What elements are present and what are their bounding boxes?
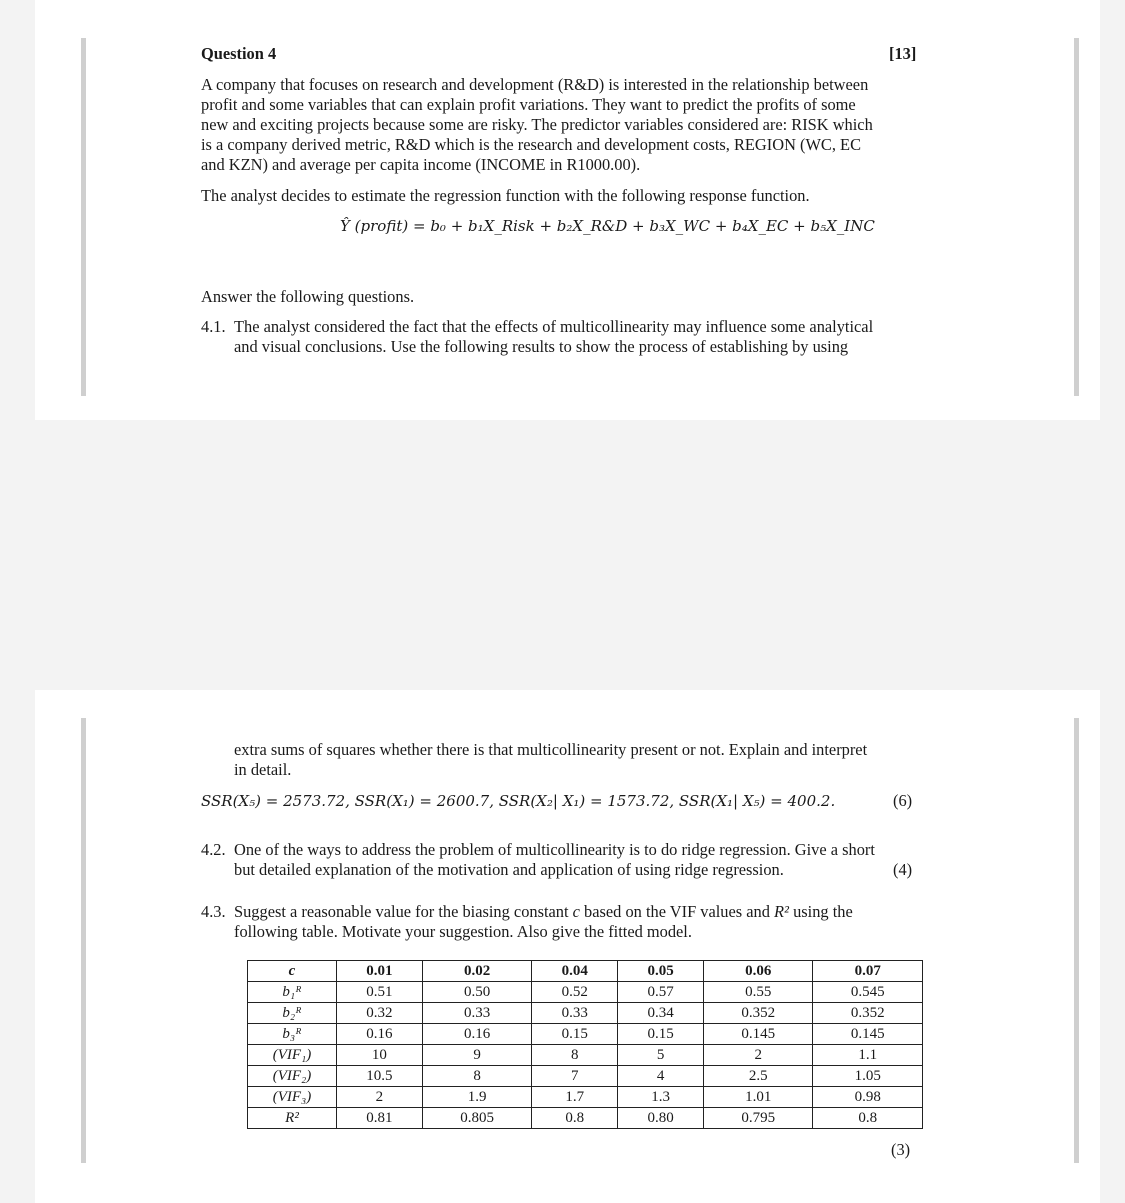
table-cell: 0.33 (532, 1003, 618, 1024)
table-cell: 0.05 (618, 961, 704, 982)
table-cell: 0.33 (422, 1003, 531, 1024)
q43-text: based on the VIF values and (584, 902, 770, 921)
intro-line: new and exciting projects because some are risky. The predictor variables considered are: RISK which (201, 115, 873, 134)
table-cell: 9 (422, 1045, 531, 1066)
table-cell: 0.352 (704, 1003, 813, 1024)
table-row (248, 1003, 923, 1024)
table-cell: 0.02 (422, 961, 531, 982)
table-cell: b₃ᴿ (248, 1024, 337, 1045)
page-2 (35, 690, 1100, 1203)
table-cell: 0.01 (337, 961, 423, 982)
table-cell: 0.07 (813, 961, 923, 982)
question-title: Question 4 (201, 44, 277, 63)
q41-line: extra sums of squares whether there is that multicollinearity present or not. Explain and interpret (234, 740, 868, 759)
question-marks: [13] (889, 44, 917, 63)
table-cell: 8 (532, 1045, 618, 1066)
table-cell: 1.3 (618, 1087, 704, 1108)
intro-line: is a company derived metric, R&D which is the research and development costs, REGION (WC, EC (201, 135, 862, 154)
table-cell: 0.55 (704, 982, 813, 1003)
table-row (248, 1066, 923, 1087)
q42-line: One of the ways to address the problem of multicollinearity is to do ridge regression. Give a short (234, 840, 875, 859)
page-edge-right (1074, 718, 1079, 1163)
table-cell: 0.50 (422, 982, 531, 1003)
table-cell: 5 (618, 1045, 704, 1066)
table-cell: 2 (704, 1045, 813, 1066)
table-cell: (VIF₁) (248, 1045, 337, 1066)
table-cell: 0.51 (337, 982, 423, 1003)
response-formula: Ŷ (profit) = b₀ + b₁X_Risk + b₂X_R&D + b₃X_WC + b₄X_EC + b₅X_INC (340, 217, 875, 235)
table-cell: 1.1 (813, 1045, 923, 1066)
ridge-table (247, 960, 923, 1129)
table-cell: 1.01 (704, 1087, 813, 1108)
page-edge-left (81, 38, 86, 396)
q43-line: following table. Motivate your suggestion. Also give the fitted model. (234, 922, 692, 941)
q43-number: 4.3. (201, 902, 226, 921)
table-cell: 0.52 (532, 982, 618, 1003)
q42-marks: (4) (893, 860, 913, 879)
table-cell: (VIF₃) (248, 1087, 337, 1108)
q42-number: 4.2. (201, 840, 226, 859)
q41-line: in detail. (234, 760, 292, 779)
page-edge-right (1074, 38, 1079, 396)
q41-marks: (6) (893, 791, 913, 810)
table-cell: 0.16 (337, 1024, 423, 1045)
q41-line: The analyst considered the fact that the effects of multicollinearity may influence some analytical (234, 317, 874, 336)
table-cell: 2 (337, 1087, 423, 1108)
table-cell: 1.9 (422, 1087, 531, 1108)
table-cell: 0.98 (813, 1087, 923, 1108)
table-cell: 0.06 (704, 961, 813, 982)
table-cell: 0.80 (618, 1108, 704, 1129)
table-row (248, 1045, 923, 1066)
table-cell: 10 (337, 1045, 423, 1066)
page-edge-left (81, 718, 86, 1163)
intro-line: and KZN) and average per capita income (INCOME in R1000.00). (201, 155, 641, 174)
q41-number: 4.1. (201, 317, 226, 336)
table-row (248, 982, 923, 1003)
table-cell: 7 (532, 1066, 618, 1087)
table-cell: 0.805 (422, 1108, 531, 1129)
table-cell: 0.15 (532, 1024, 618, 1045)
q43-text: Suggest a reasonable value for the biasing constant (234, 902, 569, 921)
table-cell: 0.795 (704, 1108, 813, 1129)
table-cell: 4 (618, 1066, 704, 1087)
answer-prompt: Answer the following questions. (201, 287, 415, 306)
table-cell: 0.57 (618, 982, 704, 1003)
table-cell: (VIF₂) (248, 1066, 337, 1087)
table-row (248, 1087, 923, 1108)
q41-line: and visual conclusions. Use the following results to show the process of establishing by using (234, 337, 849, 356)
table-cell: 1.7 (532, 1087, 618, 1108)
q43-text: using the (793, 902, 853, 921)
q43-line (234, 902, 853, 922)
table-cell: b₂ᴿ (248, 1003, 337, 1024)
table-cell: 0.8 (532, 1108, 618, 1129)
table-row (248, 1024, 923, 1045)
table-cell: 0.32 (337, 1003, 423, 1024)
table-cell: R² (248, 1108, 337, 1129)
table-cell: 0.34 (618, 1003, 704, 1024)
intro-line: profit and some variables that can explain profit variations. They want to predict the profits of some (201, 95, 856, 114)
table-cell: 2.5 (704, 1066, 813, 1087)
table-row (248, 1108, 923, 1129)
table-header-row (248, 961, 923, 982)
q43-r2-symbol: R² (774, 902, 789, 921)
q42-line: but detailed explanation of the motivation and application of using ridge regression. (234, 860, 784, 879)
table-cell: 0.545 (813, 982, 923, 1003)
q43-c-symbol: c (572, 902, 580, 921)
q43-marks: (3) (891, 1140, 911, 1159)
table-cell: 8 (422, 1066, 531, 1087)
page-1 (35, 0, 1100, 420)
table-cell: 10.5 (337, 1066, 423, 1087)
intro-line: A company that focuses on research and development (R&D) is interested in the relationship between (201, 75, 869, 94)
analyst-line: The analyst decides to estimate the regression function with the following response function. (201, 186, 810, 205)
table-cell: c (248, 961, 337, 982)
table-cell: 0.15 (618, 1024, 704, 1045)
table-cell: 0.145 (813, 1024, 923, 1045)
table-cell: 0.81 (337, 1108, 423, 1129)
table-cell: 0.145 (704, 1024, 813, 1045)
table-cell: 0.352 (813, 1003, 923, 1024)
table-cell: 0.8 (813, 1108, 923, 1129)
table-cell: 1.05 (813, 1066, 923, 1087)
table-cell: 0.04 (532, 961, 618, 982)
table-cell: 0.16 (422, 1024, 531, 1045)
table-cell: b₁ᴿ (248, 982, 337, 1003)
ssr-values: SSR(X₅) = 2573.72, SSR(X₁) = 2600.7, SSR(X₂| X₁) = 1573.72, SSR(X₁| X₅) = 400.2. (201, 792, 836, 810)
